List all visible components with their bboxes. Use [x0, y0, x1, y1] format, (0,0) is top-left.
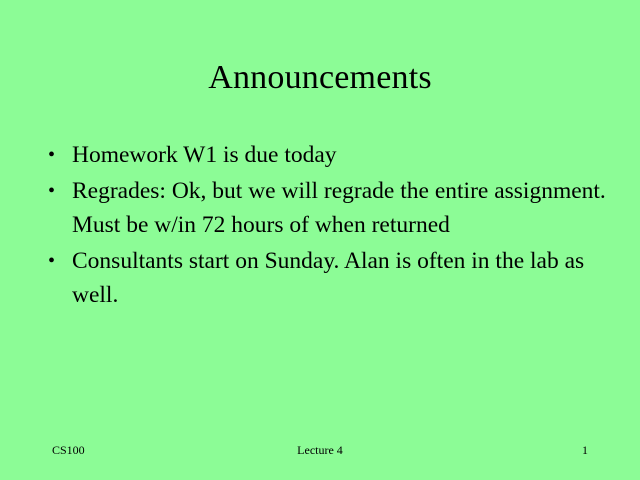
list-item: [34, 174, 614, 242]
list-item: [34, 244, 614, 312]
slide-footer: [0, 442, 640, 458]
bullet-dot-icon: •: [48, 144, 56, 166]
bullet-list: [34, 138, 614, 314]
footer-lecture-label: Lecture 4: [297, 443, 343, 457]
page-title: Announcements: [208, 59, 432, 96]
list-item-text: Homework W1 is due today: [72, 142, 337, 168]
footer-course-label: CS100: [52, 443, 85, 457]
bullet-dot-icon: •: [48, 180, 56, 202]
list-item: [34, 138, 614, 172]
bullet-dot-icon: •: [48, 250, 56, 272]
list-item-text: Consultants start on Sunday. Alan is often in the lab as well.: [72, 248, 585, 308]
list-item-text: Regrades: Ok, but we will regrade the entire assignment. Must be w/in 72 hours of when returned: [72, 178, 606, 238]
footer-page-number: 1: [582, 443, 588, 457]
